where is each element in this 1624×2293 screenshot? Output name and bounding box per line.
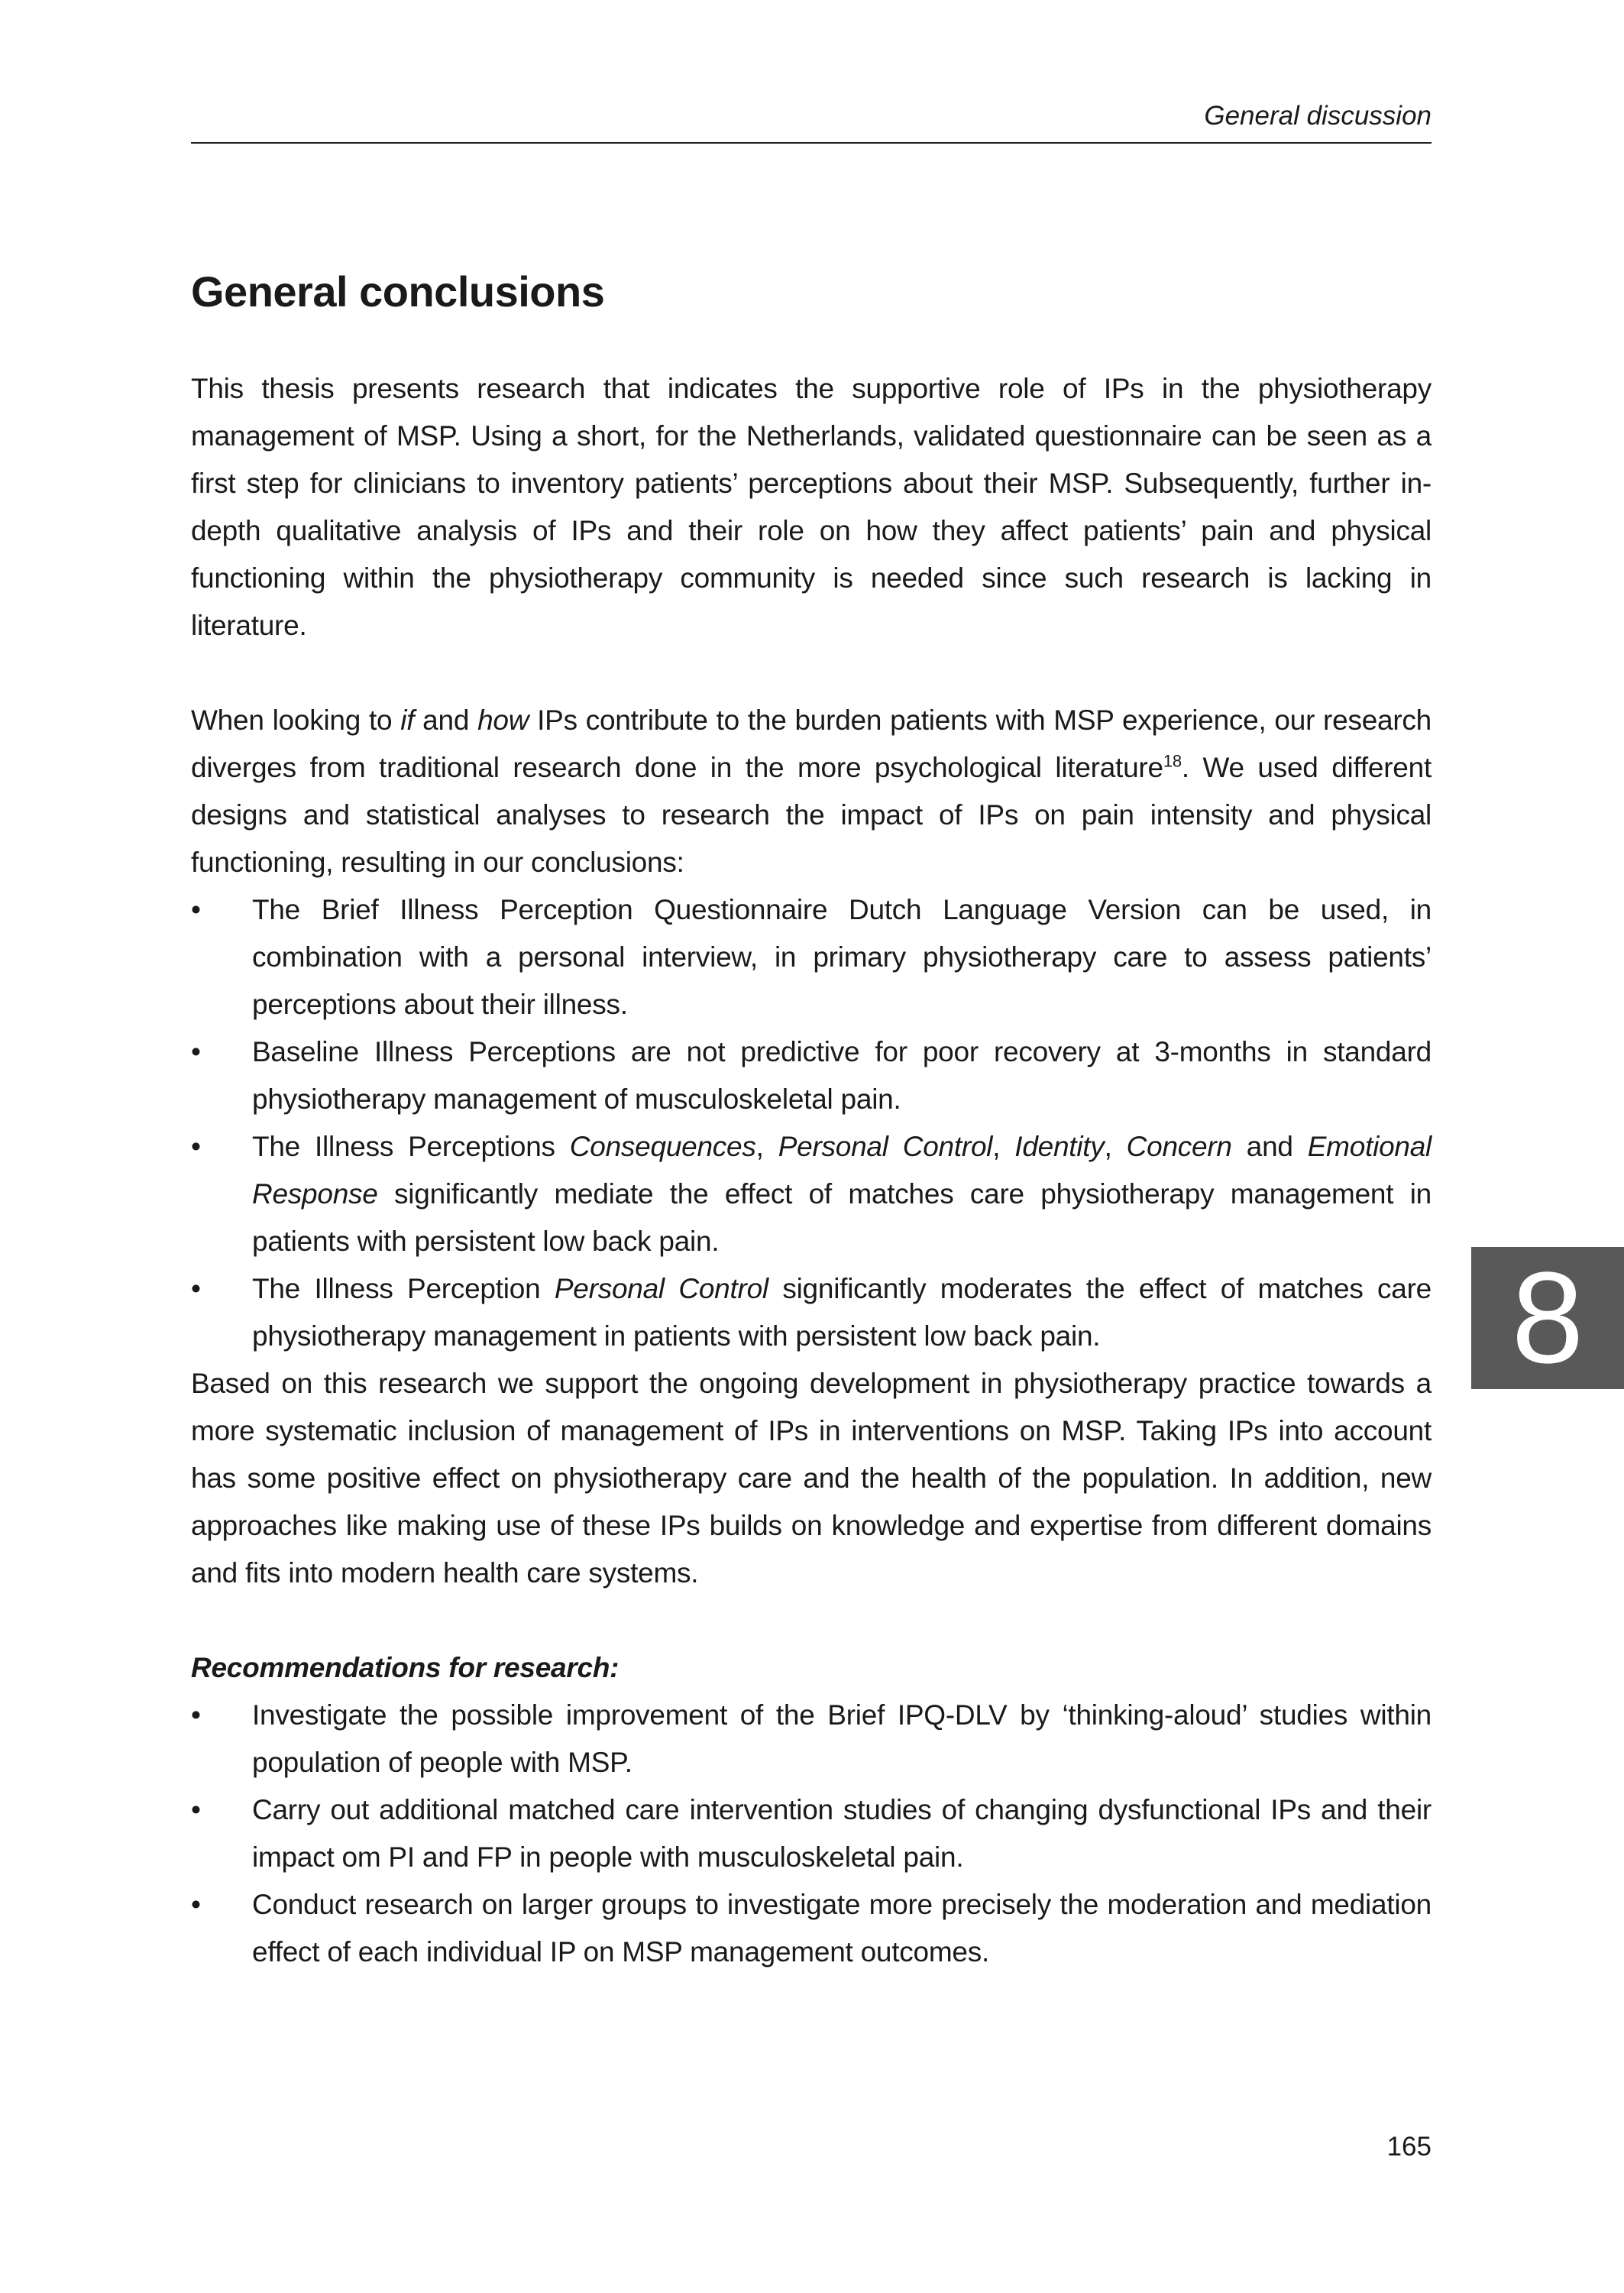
term-emotional-response: Emotional Response (252, 1131, 1432, 1210)
implications-paragraph: Based on this research we support the ongoing development in physiotherapy practice towards a more systematic inclusion of management of IPs in interventions on MSP. Taking IPs into account has some positive effect on physiotherapy care and the health of the population. In addition, new approaches like making use of these IPs builds on knowledge and expertise from different domains and fits into modern health care systems. (191, 1368, 1432, 1589)
recommendation-item (191, 1692, 1432, 1786)
bullet-icon: • (191, 1131, 201, 1162)
term-personal-control: Personal Control (778, 1131, 993, 1162)
term-identity: Identity (1014, 1131, 1105, 1162)
conclusion-item (191, 1265, 1432, 1360)
header-rule (191, 142, 1432, 144)
text-run: The Illness Perception (252, 1273, 555, 1304)
conclusion-text: Baseline Illness Perceptions are not predictive for poor recovery at 3-months in standard physiotherapy management of musculoskeletal pain. (252, 1036, 1432, 1115)
recommendations-heading: Recommendations for research: (191, 1652, 620, 1683)
running-header: General discussion (1204, 101, 1432, 131)
bullet-icon: • (191, 1273, 201, 1304)
emphasis-if: if (400, 704, 415, 736)
emphasis-how: how (477, 704, 529, 736)
intro-paragraph: This thesis presents research that indicates the supportive role of IPs in the physiotherapy management of MSP. Using a short, for the Netherlands, validated questionnaire can be seen as a first step for clinicians to inventory patients’ perceptions about their MSP. Subsequently, further in-depth qualitative analysis of IPs and their role on how they affect patients’ pain and physical functioning within the physiotherapy community is needed since such research is lacking in literature. (191, 373, 1432, 641)
conclusion-text (252, 1131, 1432, 1257)
conclusion-item (191, 886, 1432, 1028)
body-text (191, 365, 1432, 1976)
conclusion-item (191, 1123, 1432, 1265)
text-run: , (992, 1131, 1015, 1162)
text-run: significantly mediate the effect of matches care physiotherapy management in patients with persistent low back pain. (252, 1178, 1432, 1257)
bullet-icon: • (191, 1889, 201, 1920)
recommendation-item (191, 1881, 1432, 1976)
bullet-icon: • (191, 894, 201, 925)
bullet-icon: • (191, 1699, 201, 1731)
text-run: and (414, 704, 478, 736)
text-run: , (755, 1131, 778, 1162)
recommendations-list (191, 1692, 1432, 1976)
bullet-icon: • (191, 1036, 201, 1067)
text-run: When looking to (191, 704, 401, 736)
text-run: . We used different designs and statistical analyses to research the impact of IPs on pain intensity and physical functioning, resulting in our conclusions: (191, 752, 1432, 878)
term-personal-control: Personal Control (554, 1273, 768, 1304)
text-run: The Illness Perceptions (252, 1131, 570, 1162)
term-concern: Concern (1126, 1131, 1232, 1162)
text-run: IPs contribute to the burden patients with MSP experience, our research diverges from traditional research done in the more psychological literature (191, 704, 1432, 783)
page-number: 165 (1386, 2132, 1432, 2162)
reference-superscript: 18 (1163, 751, 1182, 771)
recommendation-text: Conduct research on larger groups to investigate more precisely the moderation and mediation effect of each individual IP on MSP management outcomes. (252, 1889, 1432, 1968)
recommendation-text: Carry out additional matched care intervention studies of changing dysfunctional IPs and their impact om PI and FP in people with musculoskeletal pain. (252, 1794, 1432, 1873)
methods-paragraph (191, 697, 1432, 886)
text-run: and (1231, 1131, 1308, 1162)
conclusion-text: The Brief Illness Perception Questionnaire Dutch Language Version can be used, in combination with a personal interview, in primary physiotherapy care to assess patients’ perceptions about their illness. (252, 894, 1432, 1020)
bullet-icon: • (191, 1794, 201, 1825)
chapter-tab: 8 (1471, 1247, 1624, 1389)
text-run: , (1104, 1131, 1127, 1162)
conclusions-list (191, 886, 1432, 1360)
conclusion-item (191, 1028, 1432, 1123)
text-run: significantly moderates the effect of matches care physiotherapy management in patients with persistent low back pain. (252, 1273, 1432, 1352)
term-consequences: Consequences (569, 1131, 756, 1162)
recommendation-text: Investigate the possible improvement of the Brief IPQ-DLV by ‘thinking-aloud’ studies within population of people with MSP. (252, 1699, 1432, 1778)
recommendation-item (191, 1786, 1432, 1881)
conclusion-text (252, 1273, 1432, 1352)
page-title: General conclusions (191, 267, 605, 316)
